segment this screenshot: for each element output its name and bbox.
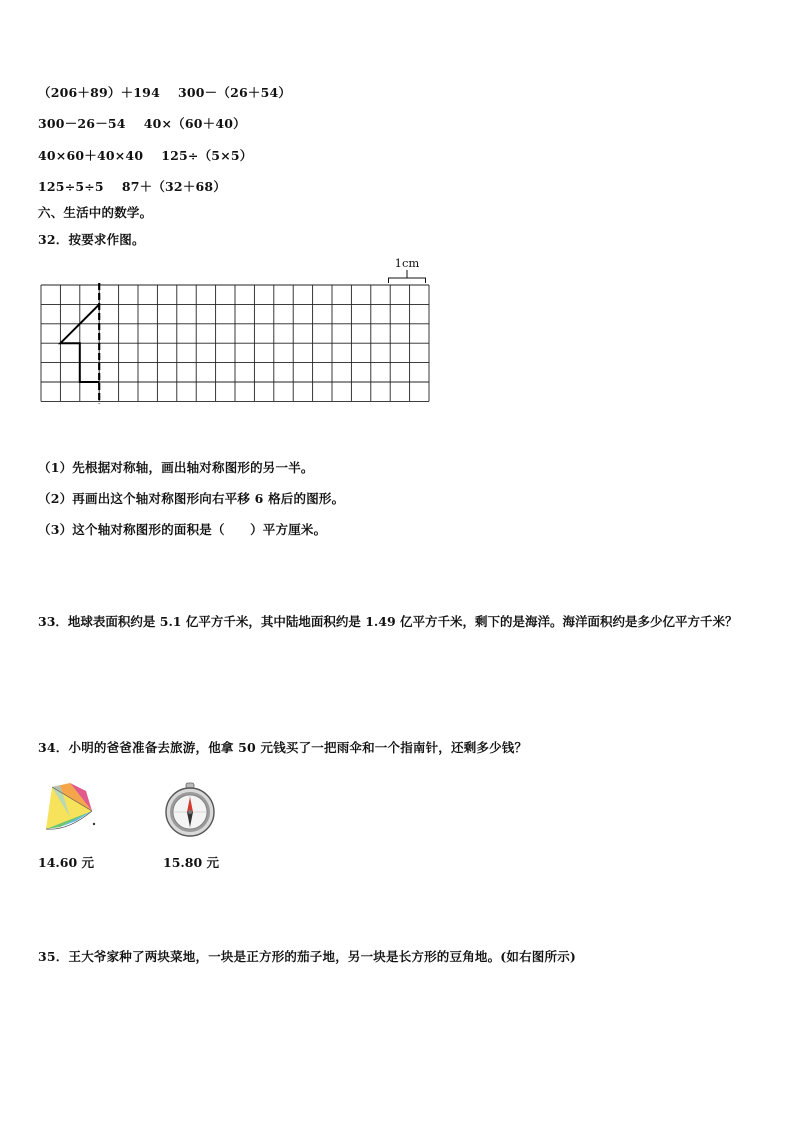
calc-expr: 87＋（32＋68） (121, 179, 227, 194)
calc-row-3 (38, 146, 252, 164)
calc-row-4 (38, 177, 226, 195)
question-32-part-1: （1）先根据对称轴，画出轴对称图形的另一半。 (38, 460, 314, 475)
calc-expr: 40×60＋40×40 (38, 148, 144, 163)
calc-expr: 300－26－54 (38, 116, 126, 131)
drawing-grid (40, 284, 428, 407)
calc-expr: 125÷（5×5） (161, 148, 253, 163)
question-32-title: 32．按要求作图。 (38, 232, 145, 247)
calc-expr: 40×（60＋40） (143, 116, 246, 131)
umbrella-icon (40, 777, 100, 835)
question-33: 33．地球表面积约是 5.1 亿平方千米，其中陆地面积约是 1.49 亿平方千米，剩下的是海洋。海洋面积约是多少亿平方千米？ (38, 614, 738, 629)
calc-expr: （206＋89）＋194 (38, 85, 160, 100)
scale-bracket (380, 256, 430, 286)
umbrella-price: 14.60 元 (38, 855, 94, 870)
question-34: 34．小明的爸爸准备去旅游，他拿 50 元钱买了一把雨伞和一个指南针，还剩多少钱？ (38, 740, 528, 755)
question-32-part-2: （2）再画出这个轴对称图形向右平移 6 格后的图形。 (38, 491, 345, 506)
question-35: 35．王大爷家种了两块菜地，一块是正方形的茄子地，另一块是长方形的豆角地。(如右图所示) (38, 949, 577, 964)
section-6-title: 六、生活中的数学。 (38, 205, 153, 220)
calc-expr: 300－（26＋54） (177, 85, 292, 100)
scale-label: 1cm (394, 256, 420, 270)
calc-row-2 (38, 114, 246, 132)
compass-icon (163, 782, 217, 838)
calc-row-1 (38, 83, 291, 101)
compass-price: 15.80 元 (163, 855, 219, 870)
calc-expr: 125÷5÷5 (38, 179, 104, 194)
question-32-part-3: （3）这个轴对称图形的面积是（ ）平方厘米。 (38, 522, 327, 537)
